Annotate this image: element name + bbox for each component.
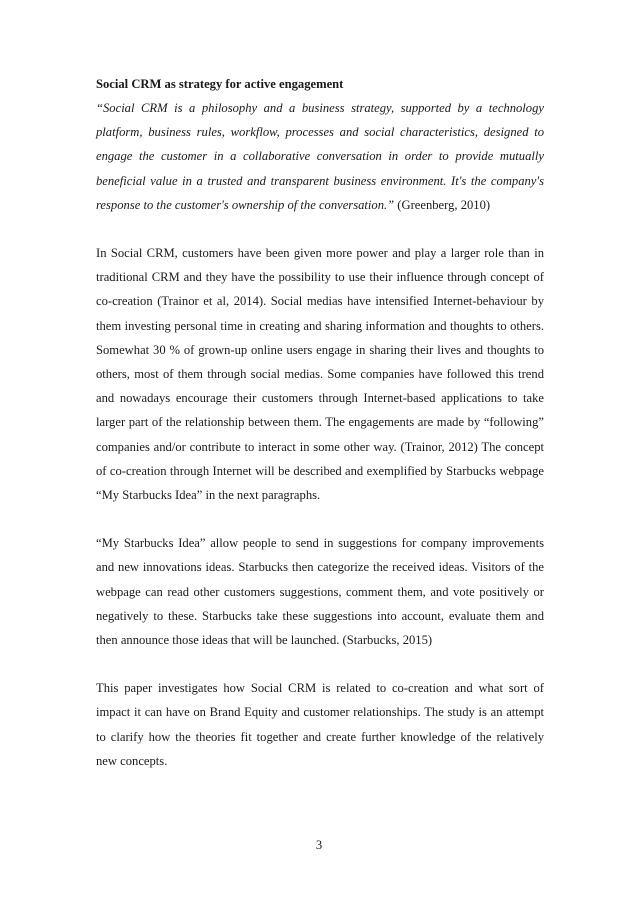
page-number: 3: [315, 838, 323, 852]
paragraph-gap: [96, 507, 544, 531]
greenberg-quote: “Social CRM is a philosophy and a business strategy, supported by a technology platform, business rules, workflow, processes and social characteristics, designed to engage the customer in a collaborative conversation in order to provide mutually beneficial value in a trusted and transparent business environment. It's the company's response to the customer's ownership of the conversation.”: [96, 101, 544, 212]
section-heading: Social CRM as strategy for active engagement: [96, 77, 344, 91]
paragraph-gap: [96, 652, 544, 676]
paragraph-gap: [96, 217, 544, 241]
document-page: [96, 72, 544, 773]
paragraph-my-starbucks-idea: “My Starbucks Idea” allow people to send in suggestions for company improvements and new innovations ideas. Starbucks then categorize the received ideas. Visitors of the webpage can read other customers suggestions, comment them, and vote positively or negatively to these. Starbucks take these suggestions into account, evaluate them and then announce those ideas that will be launched. (Starbucks, 2015): [96, 536, 544, 648]
paragraph-social-crm-power: In Social CRM, customers have been given more power and play a larger role than in traditional CRM and they have the possibility to use their influence through concept of co-creation (Trainor et al, 2014). Social medias have intensified Internet-behaviour by them investing personal time in creating and sharing information and thoughts to others. Somewhat 30 % of grown-up online users engage in sharing their lives and thoughts to others, most of them through social medias. Some companies have followed this trend and nowadays encourage their customers through Internet-based applications to take larger part of the relationship between them. The engagements are made by “following” companies and/or contribute to interact in some other way. (Trainor, 2012) The concept of co-creation through Internet will be described and exemplified by Starbucks webpage “My Starbucks Idea” in the next paragraphs.: [96, 246, 544, 503]
paragraph-paper-purpose: This paper investigates how Social CRM is related to co-creation and what sort of impact it can have on Brand Equity and customer relationships. The study is an attempt to clarify how the theories fit together and create further knowledge of the relatively new concepts.: [96, 681, 544, 768]
quote-paragraph: [96, 96, 544, 217]
quote-citation: (Greenberg, 2010): [394, 197, 491, 212]
